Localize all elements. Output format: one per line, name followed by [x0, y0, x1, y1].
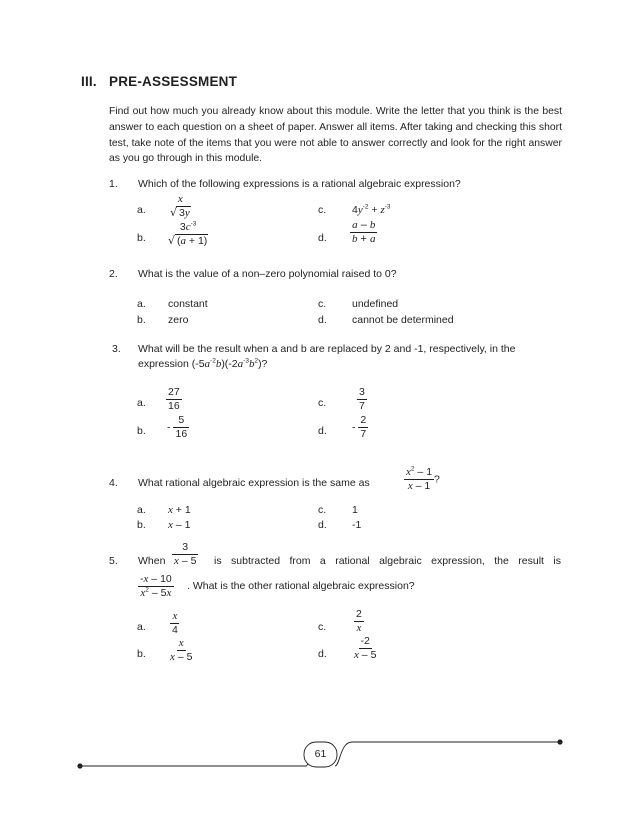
page-number: 61: [314, 748, 327, 760]
section-number: III.: [81, 74, 97, 89]
q4-choice-d-letter: d.: [318, 519, 327, 531]
intro-paragraph: Find out how much you already know about this module. Write the letter that you think is the best answer to each question on a sheet of paper. Answer all items. After taking and checking this short test, take note of the items that you were not able to answer correctly and look for the right answer as you go through in this module.: [109, 106, 562, 165]
q3-choice-a-letter: a.: [137, 397, 146, 409]
q4-choice-d-text: -1: [352, 519, 362, 531]
q2-choice-a-text: constant: [168, 298, 208, 310]
question-4-number: 4.: [109, 477, 118, 489]
question-1-number: 1.: [109, 178, 118, 190]
footer-curve-right: [335, 742, 352, 766]
q2-choice-b-letter: b.: [137, 314, 146, 326]
q1-choice-c-expression: $4y^{-2} + z^{-3}$: [352, 203, 391, 216]
q2-choice-d-letter: d.: [318, 314, 327, 326]
q1-choice-b-expression: $3c^{-3}$ √ (a + 1): [168, 220, 208, 247]
footer-dot-right: [557, 739, 562, 744]
question-4-fraction: $\frac{x^2 - 1}{x - 1}$ ?: [406, 465, 440, 492]
q5-choice-d-value: $\frac{-2}{x - 5}$: [354, 635, 377, 661]
question-5-text: is subtracted from a rational algebraic expression, the result is: [214, 555, 561, 567]
q2-choice-c-text: undefined: [352, 298, 399, 310]
section-title: PRE-ASSESSMENT: [109, 74, 238, 89]
q3-choice-c-value: $\frac{3}{7}$: [359, 386, 365, 412]
question-3-expression: expression $(-5a^{-2}b)(-2a^{-3}b^2)$?: [138, 357, 268, 370]
q3-choice-c-letter: c.: [318, 397, 327, 409]
question-5-result-fraction: $\frac{-x - 10}{x^2 - 5x}$: [140, 573, 172, 599]
q2-choice-c-letter: c.: [318, 298, 327, 310]
q4-choice-b-letter: b.: [137, 519, 146, 531]
q2-choice-a-letter: a.: [137, 298, 146, 310]
question-5-text-after: . What is the other rational algebraic expression?: [187, 580, 415, 592]
question-5-fraction: $\frac{3}{x - 5}$: [174, 541, 197, 567]
q2-choice-d-text: cannot be determined: [352, 314, 454, 326]
q3-choice-a-value: $\frac{27}{16}$: [168, 386, 180, 412]
question-2-number: 2.: [109, 268, 118, 280]
q3-choice-b-letter: b.: [137, 425, 146, 437]
q5-choice-a-letter: a.: [137, 621, 146, 633]
q4-choice-b-text: x – 1: [168, 519, 191, 531]
q5-choice-d-letter: d.: [318, 648, 327, 660]
q1-choice-d-expression: $\frac{a - b}{b + a}$: [352, 219, 376, 245]
q2-choice-b-text: zero: [168, 314, 189, 326]
q1-choice-d-letter: d.: [318, 232, 327, 244]
footer-dot-left: [77, 763, 82, 768]
q5-choice-c-value: $\frac{2}{x}$: [356, 608, 362, 634]
q1-choice-a-expression: x √ 3y: [170, 193, 190, 219]
question-4-text: What rational algebraic expression is the same as: [138, 477, 370, 489]
question-5-when: When: [138, 555, 166, 567]
q1-choice-a-letter: a.: [137, 204, 146, 216]
question-5-number: 5.: [109, 555, 118, 567]
q1-choice-b-letter: b.: [137, 232, 146, 244]
q4-choice-c-letter: c.: [318, 504, 327, 516]
q4-choice-c-text: 1: [352, 504, 358, 516]
question-2-text: What is the value of a non–zero polynomial raised to 0?: [138, 268, 397, 280]
q4-choice-a-letter: a.: [137, 504, 146, 516]
q3-choice-b-value: - $\frac{5}{16}$: [167, 415, 189, 440]
q5-choice-a-value: $\frac{x}{4}$: [172, 610, 178, 636]
q3-choice-d-value: - $\frac{2}{7}$: [352, 414, 367, 440]
question-3-number: 3.: [112, 343, 121, 355]
q5-choice-c-letter: c.: [318, 621, 327, 633]
q5-choice-b-value: $\frac{x}{x - 5}$: [170, 637, 193, 663]
q3-choice-d-letter: d.: [318, 425, 327, 437]
q4-choice-a-text: x + 1: [168, 504, 191, 516]
question-1-text: Which of the following expressions is a rational algebraic expression?: [138, 178, 461, 190]
question-3-text: What will be the result when a and b are replaced by 2 and -1, respectively, in the: [138, 343, 516, 355]
q1-choice-c-letter: c.: [318, 204, 327, 216]
q5-choice-b-letter: b.: [137, 648, 146, 660]
